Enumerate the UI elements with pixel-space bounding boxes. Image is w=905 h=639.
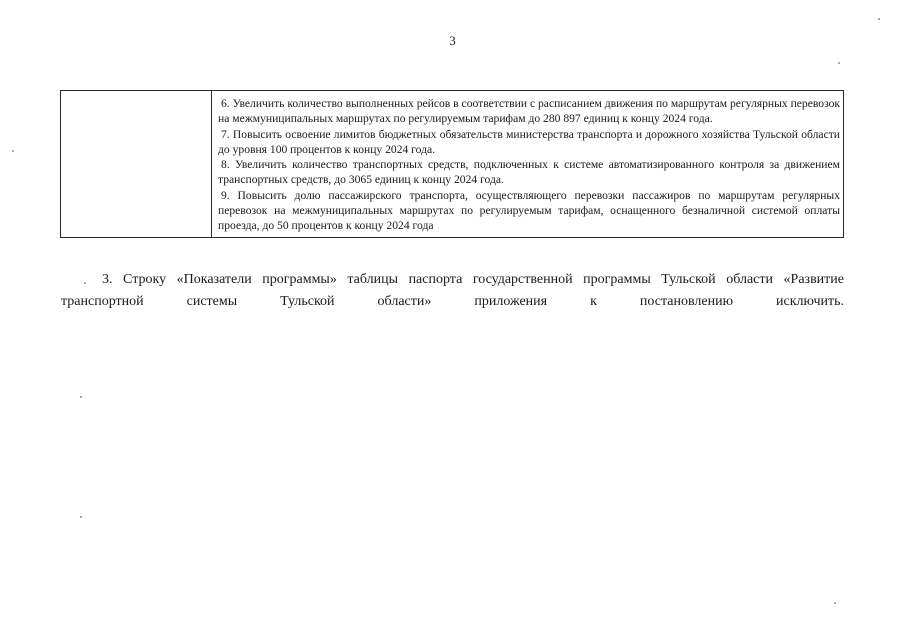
table-row xyxy=(61,91,844,238)
amendment-paragraph: 3. Строку «Показатели программы» таблицы паспорта государственной программы Тульской области «Развитие транспортной системы Тульской области» приложения к постановлению исключить. xyxy=(61,272,844,309)
scan-speck xyxy=(84,282,86,284)
page-number: 3 xyxy=(449,33,456,48)
scan-speck xyxy=(838,62,840,64)
scan-speck xyxy=(878,18,880,20)
scan-speck xyxy=(80,396,82,398)
table-cell-goals xyxy=(212,91,844,238)
scan-speck xyxy=(80,516,82,518)
goal-item-8: 8. Увеличить количество транспортных средств, подключенных к системе автоматизированного контроля за движением транспортных средств, до 3065 единиц к концу 2024 года. xyxy=(218,158,840,187)
scan-speck xyxy=(834,602,836,604)
table-cell-left xyxy=(61,91,212,238)
goal-item-9: 9. Повысить долю пассажирского транспорта, осуществляющего перевозки пассажиров по маршрутам регулярных перевозок на межмуниципальных маршрутах по регулируемым тарифам, оснащенного безналичной системой оплаты проезда, до 50 процентов к концу 2024 года xyxy=(218,188,840,233)
scan-speck xyxy=(12,150,14,152)
program-passport-table xyxy=(60,90,844,238)
goal-item-7: 7. Повысить освоение лимитов бюджетных обязательств министерства транспорта и дорожного хозяйства Тульской области до уровня 100 процентов к концу 2024 года. xyxy=(218,127,840,156)
goal-item-6: 6. Увеличить количество выполненных рейсов в соответствии с расписанием движения по маршрутам регулярных перевозок на межмуниципальных маршрутах по регулируемым тарифам до 280 897 единиц к концу 2024 года. xyxy=(218,97,841,126)
